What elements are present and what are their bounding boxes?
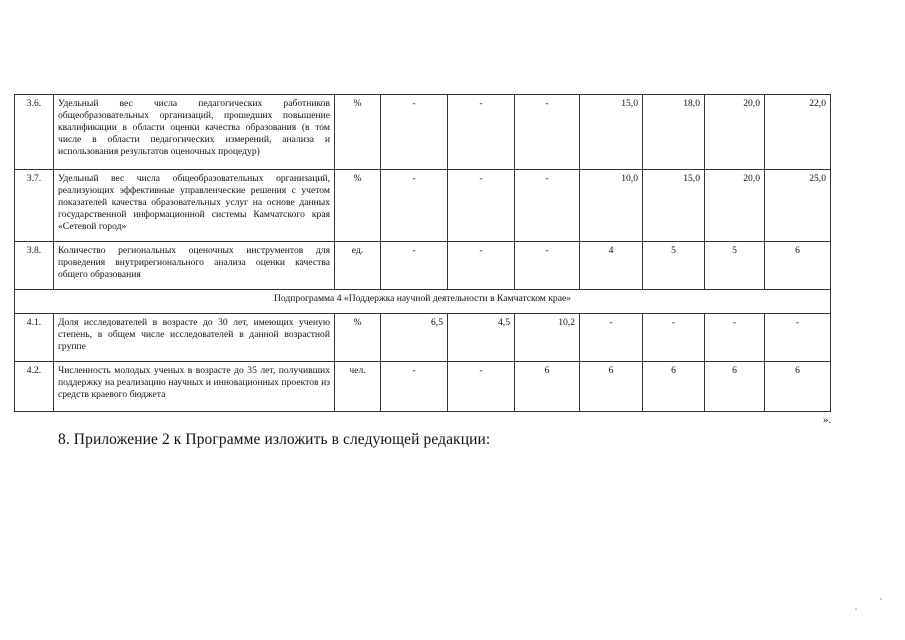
value-cell: - [381,242,448,290]
row-number: 3.8. [15,242,54,290]
value-cell: 6 [580,362,643,412]
row-number: 3.7. [15,170,54,242]
table-row [15,362,831,412]
indicator-name: Численность молодых ученых в возрасте до 35 лет, получивших поддержку на реализацию научных и инновационных проектов из средств краевого бюджета [54,362,335,412]
value-cell: 18,0 [643,95,705,170]
value-cell: 22,0 [765,95,831,170]
value-cell: - [515,95,580,170]
unit-cell: ед. [335,242,381,290]
unit-cell: % [335,314,381,362]
indicator-name: Удельный вес числа педагогических работников общеобразовательных организаций, прошедших повышение квалификации в области оценки качества образования (в том числе в области педагогических измерений, анализа и использования результатов оценочных процедур) [54,95,335,170]
value-cell: 5 [705,242,765,290]
value-cell: - [515,170,580,242]
paragraph-text: 8. Приложение 2 к Программе изложить в следующей редакции: [58,431,491,448]
value-cell: 20,0 [705,170,765,242]
value-cell: 15,0 [643,170,705,242]
value-cell: 6 [765,362,831,412]
unit-cell: чел. [335,362,381,412]
scan-speck [880,598,882,600]
unit-cell: % [335,95,381,170]
value-cell: 6 [705,362,765,412]
table-row [15,242,831,290]
value-cell: 15,0 [580,95,643,170]
value-cell: - [765,314,831,362]
row-number: 3.6. [15,95,54,170]
row-number: 4.2. [15,362,54,412]
value-cell: 6 [515,362,580,412]
value-cell: - [643,314,705,362]
value-cell: 5 [643,242,705,290]
value-cell: - [580,314,643,362]
value-cell: - [448,362,515,412]
subprogram-row [15,290,831,314]
table-row [15,170,831,242]
subprogram-title: Подпрограмма 4 «Поддержка научной деятельности в Камчатском крае» [15,290,831,314]
value-cell: 4,5 [448,314,515,362]
value-cell: 4 [580,242,643,290]
scan-speck [855,608,857,610]
value-cell: 6 [765,242,831,290]
value-cell: 25,0 [765,170,831,242]
value-cell: 6,5 [381,314,448,362]
value-cell: - [705,314,765,362]
table-row [15,314,831,362]
value-cell: - [381,170,448,242]
value-cell: 10,0 [580,170,643,242]
value-cell: 6 [643,362,705,412]
table-row [15,95,831,170]
value-cell: 20,0 [705,95,765,170]
value-cell: 10,2 [515,314,580,362]
value-cell: - [515,242,580,290]
row-number: 4.1. [15,314,54,362]
indicator-name: Удельный вес числа общеобразовательных организаций, реализующих эффективные управленческие решения с учетом показателей качества образовательных услуг на основе данных государственной информационной системы Камчатского края «Сетевой город» [54,170,335,242]
value-cell: - [448,242,515,290]
indicator-name: Доля исследователей в возрасте до 30 лет, имеющих ученую степень, в общем числе исследователей в данной возрастной группе [54,314,335,362]
value-cell: - [448,170,515,242]
unit-cell: % [335,170,381,242]
indicator-name: Количество региональных оценочных инструментов для проведения внутрирегионального анализа оценки качества общего образования [54,242,335,290]
indicators-table [14,94,831,412]
value-cell: - [448,95,515,170]
closing-quote: ». [823,414,832,426]
value-cell: - [381,362,448,412]
value-cell: - [381,95,448,170]
